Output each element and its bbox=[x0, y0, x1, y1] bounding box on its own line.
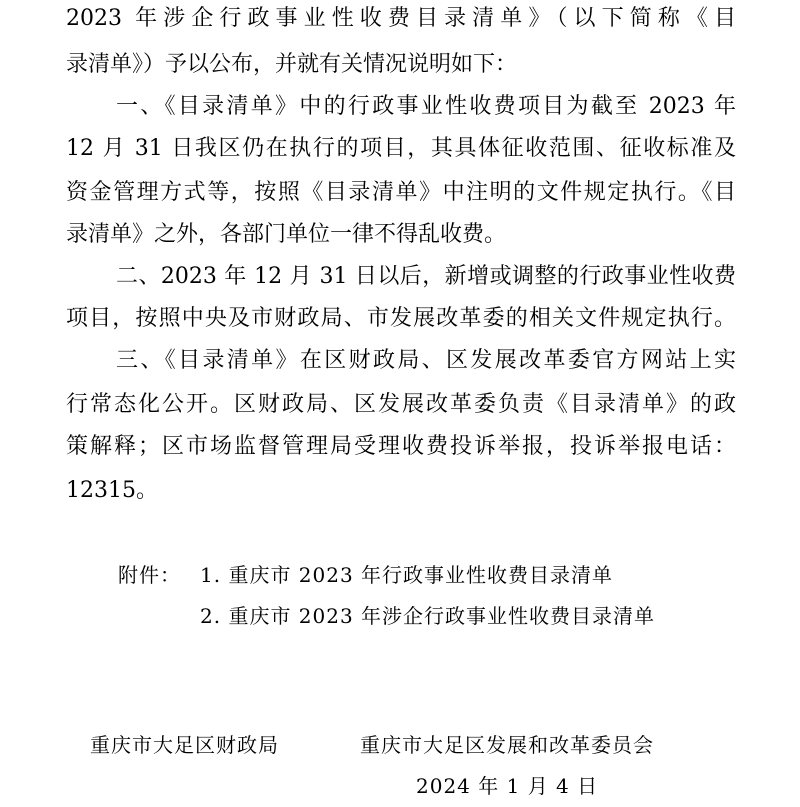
attachment-item-1: 1. 重庆市 2023 年行政事业性收费目录清单 bbox=[200, 563, 614, 587]
signature-org-finance: 重庆市大足区财政局 bbox=[90, 733, 279, 757]
attachments-label: 附件： bbox=[118, 563, 181, 587]
body-line-11: 策解释；区市场监督管理局受理收费投诉举报，投诉举报电话： bbox=[66, 434, 736, 459]
body-line-5: 资金管理方式等，按照《目录清单》中注明的文件规定执行。《目 bbox=[66, 180, 736, 205]
body-line-1: 2023 年涉企行政事业性收费目录清单》（以下简称《目 bbox=[66, 6, 736, 31]
body-line-3: 一、《目录清单》中的行政事业性收费项目为截至 2023 年 bbox=[116, 94, 736, 119]
body-line-12: 12315。 bbox=[66, 478, 158, 503]
signature-date: 2024 年 1 月 4 日 bbox=[416, 774, 599, 798]
body-line-4: 12 月 31 日我区仍在执行的项目，其具体征收范围、征收标准及 bbox=[66, 136, 736, 161]
body-line-2: 录清单》）予以公布，并就有关情况说明如下： bbox=[66, 52, 518, 77]
body-line-8: 项目，按照中央及市财政局、市发展改革委的相关文件规定执行。 bbox=[66, 306, 736, 331]
body-line-9: 三、《目录清单》在区财政局、区发展改革委官方网站上实 bbox=[116, 348, 736, 373]
attachment-item-2: 2. 重庆市 2023 年涉企行政事业性收费目录清单 bbox=[200, 604, 656, 628]
signature-org-development: 重庆市大足区发展和改革委员会 bbox=[360, 733, 654, 757]
body-line-7: 二、2023 年 12 月 31 日以后，新增或调整的行政事业性收费 bbox=[116, 264, 736, 289]
body-line-10: 行常态化公开。区财政局、区发展改革委负责《目录清单》的政 bbox=[66, 392, 736, 417]
body-line-6: 录清单》之外，各部门单位一律不得乱收费。 bbox=[66, 222, 507, 247]
